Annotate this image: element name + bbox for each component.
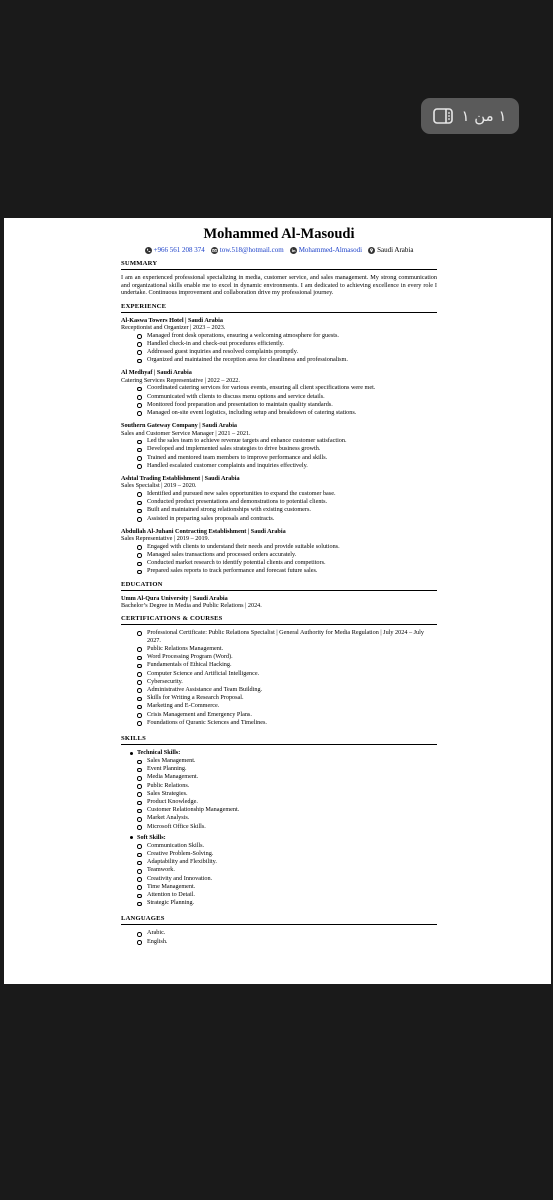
- summary-text: I am an experienced professional specializing in media, customer service, and sales management. My strong communication and organizational skills enable me to excel in dynamic environments. I am dedicated to achieving excellence in every role I undertake. Continuous improvement and collaboration drive my professional journey.: [121, 274, 437, 296]
- job-bullet: Led the sales team to achieve revenue targets and enhance customer satisfaction.: [137, 437, 437, 445]
- job-bullet: Trained and mentored team members to improve performance and skills.: [137, 454, 437, 462]
- job-role: Receptionist and Organizer | 2023 – 2023.: [121, 324, 226, 331]
- education-degree: Bachelor’s Degree in Media and Public Relations | 2024.: [121, 602, 262, 610]
- contact-bar: [121, 246, 437, 255]
- job-entry: [121, 528, 437, 576]
- languages-list: [121, 929, 437, 945]
- skill-item: Microsoft Office Skills.: [137, 823, 437, 831]
- certification-item: Foundations of Quranic Sciences and Timelines.: [137, 719, 437, 727]
- job-bullet: Handled check-in and check-out procedures efficiently.: [137, 340, 437, 348]
- skill-item: Adaptability and Flexibility.: [137, 858, 437, 866]
- job-company: Ashtal Trading Establishment | Saudi Arabia: [121, 474, 240, 482]
- language-item: English.: [137, 938, 437, 946]
- summary-heading: SUMMARY: [121, 260, 437, 270]
- education-school: Umm Al-Qura University | Saudi Arabia: [121, 594, 228, 602]
- skill-item: Strategic Planning.: [137, 899, 437, 907]
- job-role: Sales Specialist | 2019 – 2020.: [121, 482, 197, 490]
- skill-item: Creative Problem-Solving.: [137, 850, 437, 858]
- job-bullet: Handled escalated customer complaints and inquiries effectively.: [137, 462, 437, 470]
- certifications-list: [121, 629, 437, 727]
- certification-item: Skills for Writing a Research Proposal.: [137, 694, 437, 702]
- job-role: Sales Representative | 2019 – 2019.: [121, 535, 210, 543]
- job-bullet: Managed front desk operations, ensuring a welcoming atmosphere for guests.: [137, 332, 437, 340]
- job-bullet: Prepared sales reports to track performance and forecast future sales.: [137, 567, 437, 575]
- location-pin-icon: [368, 247, 375, 254]
- linkedin-icon: [290, 247, 297, 254]
- job-bullet: Built and maintained strong relationships with existing customers.: [137, 506, 437, 514]
- job-bullet: Coordinated catering services for various events, ensuring all client specifications were met.: [137, 384, 437, 392]
- job-bullet: Managed sales transactions and processed orders accurately.: [137, 551, 437, 559]
- job-company: Abdullah Al-Juhani Contracting Establishment | Saudi Arabia: [121, 527, 286, 535]
- certification-item: Crisis Management and Emergency Plans.: [137, 711, 437, 719]
- sidebar-panel-icon: [433, 108, 453, 124]
- skill-item: Sales Strategies.: [137, 790, 437, 798]
- certification-item: Professional Certificate: Public Relations Specialist | General Authority for Media Regulation | July 2024 – July 2027.: [137, 629, 437, 645]
- page-indicator[interactable]: [421, 98, 519, 134]
- contact-location: Saudi Arabia: [368, 246, 413, 255]
- job-bullet: Monitored food preparation and presentation to maintain quality standards.: [137, 401, 437, 409]
- education-entry: [121, 595, 437, 610]
- certification-item: Marketing and E-Commerce.: [137, 702, 437, 710]
- job-bullet: Managed on-site event logistics, including setup and breakdown of catering stations.: [137, 409, 437, 417]
- job-company: Al-Kaswa Towers Hotel | Saudi Arabia: [121, 316, 223, 324]
- skill-item: Sales Management.: [137, 757, 437, 765]
- job-bullet: Communicated with clients to discuss menu options and service details.: [137, 393, 437, 401]
- soft-skills-heading: Soft Skills:: [121, 834, 437, 842]
- skill-item: Product Knowledge.: [137, 798, 437, 806]
- job-bullet: Conducted product presentations and demonstrations to potential clients.: [137, 498, 437, 506]
- contact-email[interactable]: tow.518@hotmail.com: [211, 246, 284, 255]
- skill-item: Time Management.: [137, 883, 437, 891]
- job-bullet: Identified and pursued new sales opportunities to expand the customer base.: [137, 490, 437, 498]
- resume-content: [121, 226, 437, 946]
- technical-skills-list: [121, 757, 437, 831]
- skill-item: Event Planning.: [137, 765, 437, 773]
- skill-item: Customer Relationship Management.: [137, 806, 437, 814]
- certification-item: Fundamentals of Ethical Hacking.: [137, 661, 437, 669]
- skill-item: Media Management.: [137, 773, 437, 781]
- contact-phone[interactable]: +966 561 208 374: [145, 246, 205, 255]
- language-item: Arabic.: [137, 929, 437, 937]
- job-bullet: Organized and maintained the reception area for cleanliness and professionalism.: [137, 356, 437, 364]
- page-indicator-label: ١ من ١: [461, 107, 507, 125]
- job-company: Southern Gateway Company | Saudi Arabia: [121, 422, 238, 430]
- job-bullet: Conducted market research to identify potential clients and competitors.: [137, 559, 437, 567]
- education-heading: EDUCATION: [121, 581, 437, 591]
- skill-item: Public Relations.: [137, 782, 437, 790]
- skill-item: Communication Skills.: [137, 842, 437, 850]
- job-bullet: Addressed guest inquiries and resolved complaints promptly.: [137, 348, 437, 356]
- skill-item: Teamwork.: [137, 866, 437, 874]
- soft-skills-list: [121, 842, 437, 908]
- resume-document: [4, 218, 551, 984]
- job-role: Catering Services Representative | 2022 – 2022.: [121, 376, 240, 384]
- certification-item: Public Relations Management.: [137, 645, 437, 653]
- skill-item: Attention to Detail.: [137, 891, 437, 899]
- job-role: Sales and Customer Service Manager | 2021 – 2021.: [121, 429, 251, 437]
- contact-linkedin[interactable]: Mohammed-Almasodi: [290, 246, 362, 255]
- skill-item: Creativity and Innovation.: [137, 875, 437, 883]
- phone-icon: [145, 247, 152, 254]
- job-entry: [121, 475, 437, 523]
- job-entry: [121, 317, 437, 365]
- certification-item: Word Processing Program (Word).: [137, 653, 437, 661]
- job-entry: [121, 369, 437, 417]
- skills-heading: SKILLS: [121, 735, 437, 745]
- email-icon: [211, 247, 218, 254]
- job-company: Al Medhyaf | Saudi Arabia: [121, 369, 192, 377]
- job-bullet: Developed and implemented sales strategies to drive business growth.: [137, 445, 437, 453]
- job-bullet: Assisted in preparing sales proposals and contracts.: [137, 515, 437, 523]
- certification-item: Computer Science and Artificial Intelligence.: [137, 670, 437, 678]
- resume-name: Mohammed Al-Masoudi: [203, 226, 355, 242]
- skill-item: Market Analysis.: [137, 814, 437, 822]
- certification-item: Administrative Assistance and Team Building.: [137, 686, 437, 694]
- job-entry: [121, 422, 437, 470]
- job-bullet: Engaged with clients to understand their needs and provide suitable solutions.: [137, 543, 437, 551]
- certification-item: Cybersecurity.: [137, 678, 437, 686]
- languages-heading: LANGUAGES: [121, 915, 437, 925]
- technical-skills-heading: Technical Skills:: [121, 749, 437, 757]
- certifications-heading: CERTIFICATIONS & COURSES: [121, 615, 437, 625]
- experience-heading: EXPERIENCE: [121, 303, 437, 313]
